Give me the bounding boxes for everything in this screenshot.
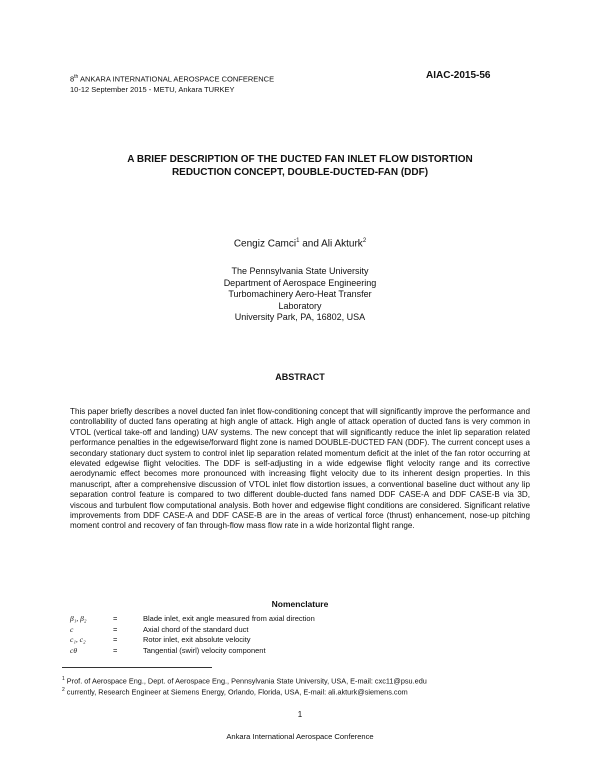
footnote-divider [62,667,212,668]
nomenclature-desc: Axial chord of the standard duct [143,624,249,634]
footnote-text: Prof. of Aerospace Eng., Dept. of Aerospace Eng., Pennsylvania State University, USA, E-mail: cxc11@psu.edu [64,676,427,686]
affiliation-line: Department of Aerospace Engineering [223,277,377,288]
nomenclature-desc: Tangential (swirl) velocity component [143,645,266,655]
nomenclature-equals: = [113,624,118,634]
paper-title [60,153,540,179]
nomenclature-symbol: c₁, c₂ [70,635,86,644]
nomenclature-row [70,646,315,657]
paper-code: AIAC-2015-56 [426,70,491,81]
author-2: Ali Akturk [321,238,363,250]
author-connector: and [299,238,322,250]
author-1-mark: 1 [296,238,300,244]
page-footer: Ankara International Aerospace Conference [226,732,374,741]
nomenclature-equals: = [113,645,118,655]
nomenclature-equals: = [113,614,118,623]
conference-name: 8th ANKARA INTERNATIONAL AEROSPACE CONFERENCE [70,74,275,84]
nomenclature-row [70,635,315,646]
title-line-2: REDUCTION CONCEPT, DOUBLE-DUCTED-FAN (DDF) [171,167,429,178]
page-number: 1 [297,710,303,719]
nomenclature-symbol: cθ [70,645,78,655]
author-2-mark: 2 [362,238,367,244]
footnote-text: currently, Research Engineer at Siemens Energy, Orlando, Florida, USA, E-mail: ali.akturk@siemens.com [64,687,408,697]
affiliation-line: Turbomachinery Aero-Heat Transfer [228,289,372,300]
footnote-mark: 2 [62,687,65,693]
footnote-2 [62,685,542,697]
nomenclature-row [70,625,315,636]
nomenclature-list [70,614,315,656]
affiliation-line: University Park, PA, 16802, USA [234,312,366,323]
nomenclature-desc: Rotor inlet, exit absolute velocity [143,635,251,644]
affiliation-line: The Pennsylvania State University [231,266,369,276]
nomenclature-row [70,614,315,625]
abstract-heading: ABSTRACT [275,372,325,382]
nomenclature-symbol: β₁, β₂ [70,614,87,623]
authors [0,238,600,249]
affiliation-line: Laboratory [278,300,322,311]
nomenclature-equals: = [113,635,118,644]
nomenclature-heading: Nomenclature [271,599,329,609]
nomenclature-symbol: c [70,624,74,634]
abstract-body: This paper briefly describes a novel ducted fan inlet flow-conditioning concept that will significantly improve the performance and controllability of ducted fans operating at high angle of attack. High angle of attack operation of ducted fans is very common in VTOL (vertical take-off and landing) UAV systems. The new concept that will significantly reduce the inlet lip separation related performance penalties in the edgewise/forward flight zone is named DOUBLE-DUCTED FAN (DDF). The current concept uses a secondary stationary duct system to control inlet lip separation related momentum deficit at the inlet of the fan rotor occurring at elevated edgewise flight velocities. The DDF is self-adjusting in a wide edgewise flight velocity range and its corrective aerodynamic effect becomes more pronounced with increasing flight velocity due to its inherent design properties. In this manuscript, after a comprehensive discussion of VTOL inlet flow distortion issues, a conventional baseline duct without any lip separation control feature is compared to two different double-ducted fans named DDF CASE-A and DDF CASE-B via 3D, viscous and turbulent flow computational analysis. Both hover and edgewise flight conditions are considered. Significant relative improvements from DDF CASE-A and DDF CASE-B are in the areas of vertical force (thrust) enhancement, nose-up pitching moment control and recovery of fan through-flow mass flow rate in a wide horizontal flight range. [70,407,530,531]
nomenclature-desc: Blade inlet, exit angle measured from axial direction [143,614,315,623]
affiliation [0,266,600,324]
conference-dates: 10-12 September 2015 - METU, Ankara TURKEY [70,84,235,94]
title-line-1: A BRIEF DESCRIPTION OF THE DUCTED FAN INLET FLOW DISTORTION [127,154,473,165]
author-1: Cengiz Camci [233,238,297,250]
footnote-mark: 1 [62,676,65,682]
conference-header [70,72,274,95]
